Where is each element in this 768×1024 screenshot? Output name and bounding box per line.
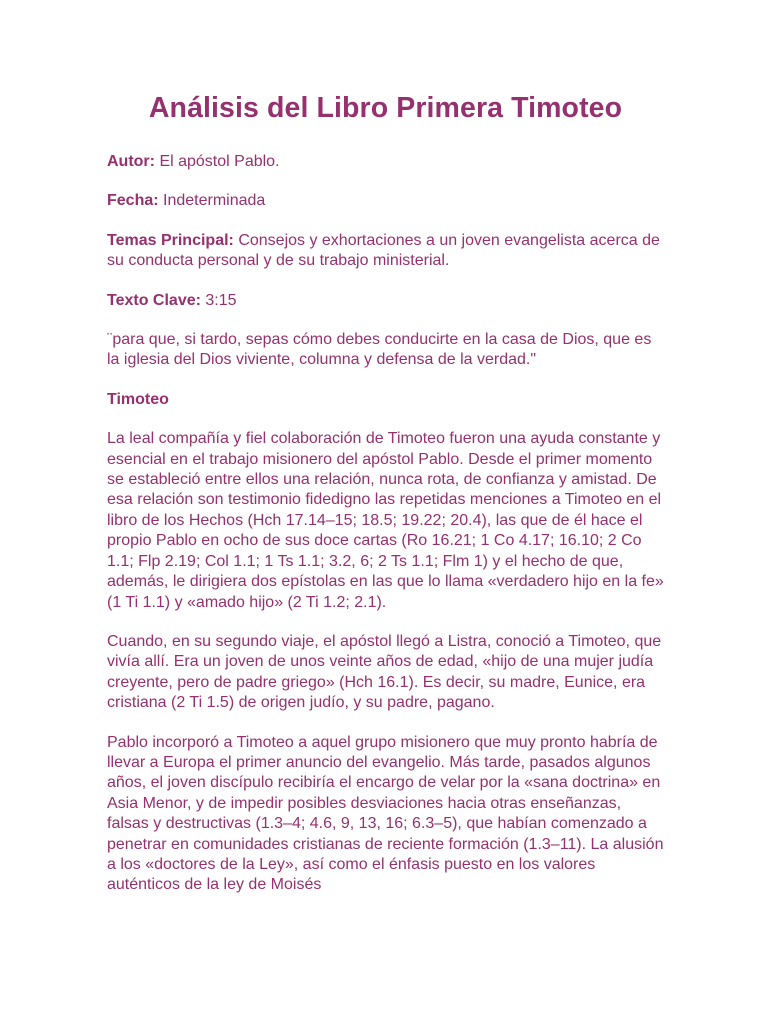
field-texto-clave bbox=[107, 291, 664, 311]
section-heading: Timoteo bbox=[107, 390, 169, 408]
field-label: Autor: bbox=[107, 153, 155, 170]
field-value: El apóstol Pablo. bbox=[159, 153, 280, 170]
field-value: 3:15 bbox=[205, 291, 237, 309]
paragraph: Cuando, en su segundo viaje, el apóstol llegó a Listra, conoció a Timoteo, que vivía allí. Era un joven de unos veinte años de edad, «hijo de una mujer judía creyente, pero de padre griego» (Hch 16.1). Es decir, su madre, Eunice, era cristiana (2 Ti 1.5) de origen judío, y su padre, pagano. bbox=[107, 632, 662, 712]
field-label: Fecha: bbox=[107, 192, 159, 210]
field-autor bbox=[107, 152, 664, 172]
document-title: Análisis del Libro Primera Timoteo bbox=[148, 92, 623, 124]
field-label: Texto Clave: bbox=[107, 291, 201, 309]
field-fecha bbox=[107, 191, 664, 211]
paragraph: La leal compañía y fiel colaboración de Timoteo fueron una ayuda constante y esencial en el trabajo misionero del apóstol Pablo. Desde el primer momento se estableció entre ellos una relación, nunca rota, de confianza y amistad. De esa relación son testimonio fidedigno las repetidas menciones a Timoteo en el libro de los Hechos (Hch 17.14–15; 18.5; 19.22; 20.4), las que de él hace el propio Pablo en ocho de sus doce cartas (Ro 16.21; 1 Co 4.17; 16.10; 2 Co 1.1; Flp 2.19; Col 1.1; 1 Ts 1.1; 3.2, 6; 2 Ts 1.1; Flm 1) y el hecho de que, además, le dirigiera dos epístolas en las que lo llama «verdadero hijo en la fe» (1 Ti 1.1) y «amado hijo» (2 Ti 1.2; 2.1). bbox=[107, 430, 664, 611]
field-value: Consejos y exhortaciones a un joven evangelista acerca de su conducta personal y de su trabajo ministerial. bbox=[107, 231, 660, 270]
field-label: Temas Principal: bbox=[107, 231, 234, 249]
paragraph: Pablo incorporó a Timoteo a aquel grupo misionero que muy pronto habría de llevar a Europa el primer anuncio del evangelio. Más tarde, pasados algunos años, el joven discípulo recibiría el encargo de velar por la «sana doctrina» en Asia Menor, y de impedir posibles desviaciones hacia otras enseñanzas, falsas y destructivas (1.3–4; 4.6, 9, 13, 16; 6.3–5), que habían comenzado a penetrar en comunidades cristianas de reciente formación (1.3–11). La alusión a los «doctores de la Ley», así como el énfasis puesto en los valores auténticos de la ley de Moisés bbox=[107, 733, 664, 894]
field-value: Indeterminada bbox=[163, 192, 266, 210]
key-verse-quote: ¨para que, si tardo, sepas cómo debes conducirte en la casa de Dios, que es la iglesia del Dios viviente, columna y defensa de la verdad." bbox=[107, 331, 652, 369]
field-temas bbox=[107, 231, 664, 272]
